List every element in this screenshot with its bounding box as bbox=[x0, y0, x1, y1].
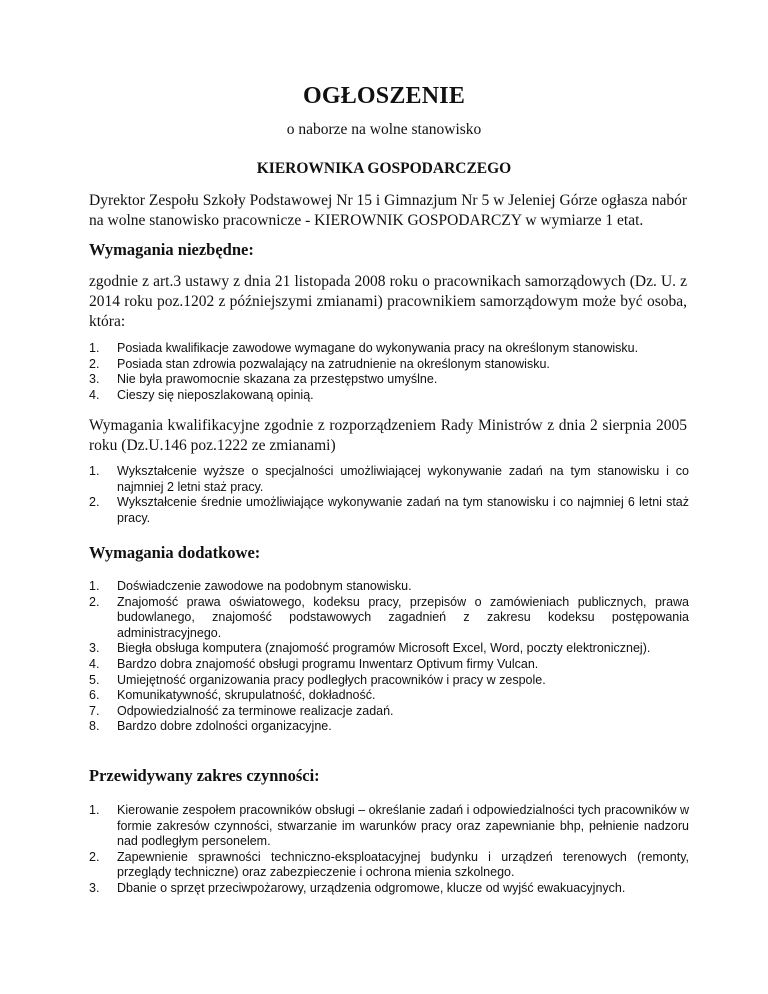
list-item: 6. Komunikatywność, skrupulatność, dokładność. bbox=[89, 688, 376, 703]
section-heading-required: Wymagania niezbędne: bbox=[89, 240, 254, 259]
list-item: 2. Wykształcenie średnie umożliwiające wykonywanie zadań na tym stanowisku i co najmniej 6 letni staż pracy. bbox=[89, 495, 689, 525]
list-item: 5. Umiejętność organizowania pracy podległych pracowników i pracy w zespole. bbox=[89, 672, 546, 687]
list-item: 2. Zapewnienie sprawności techniczno-eksploatacyjnej budynku i urządzeń terenowych (remonty, przeglądy techniczne) oraz zabezpieczenie i ochrona mienia szkolnego. bbox=[89, 849, 689, 880]
list-item: 7. Odpowiedzialność za terminowe realizacje zadań. bbox=[89, 703, 394, 718]
position-name: KIEROWNIKA GOSPODARCZEGO bbox=[256, 160, 512, 177]
list-item: 3. Nie była prawomocnie skazana za przestępstwo umyślne. bbox=[89, 372, 438, 387]
qualification-list bbox=[89, 464, 689, 526]
list-item: 1. Kierowanie zespołem pracowników obsługi – określanie zadań i odpowiedzialności tych pracowników w formie zakresów czynności, stwarzanie im warunków pracy oraz zapewnianie bhp, pełnienie nadzoru nad podległym personelem. bbox=[89, 803, 689, 849]
list-item: 3. Biegła obsługa komputera (znajomość programów Microsoft Excel, Word, poczty elektronicznej). bbox=[89, 641, 651, 656]
list-item: 1. Doświadczenie zawodowe na podobnym stanowisku. bbox=[89, 579, 412, 593]
additional-list bbox=[89, 579, 689, 735]
list-item: 1. Posiada kwalifikacje zawodowe wymagane do wykonywania pracy na określonym stanowisku. bbox=[89, 341, 639, 355]
required-list bbox=[89, 341, 689, 403]
intro-paragraph: Dyrektor Zespołu Szkoły Podstawowej Nr 15 i Gimnazjum Nr 5 w Jeleniej Górze ogłasza nabór na wolne stanowisko pracownicze - KIEROWNIK GOSPODARCZY w wymiarze 1 etat. bbox=[89, 192, 687, 229]
list-item: 3. Dbanie o sprzęt przeciwpożarowy, urządzenia odgromowe, klucze od wyjść ewakuacyjnych. bbox=[89, 880, 626, 895]
list-item: 1. Wykształcenie wyższe o specjalności umożliwiającej wykonywanie zadań na tym stanowisku i co najmniej 2 letni staż pracy. bbox=[89, 464, 689, 494]
section-heading-additional: Wymagania dodatkowe: bbox=[89, 543, 261, 562]
section-heading-duties: Przewidywany zakres czynności: bbox=[89, 766, 320, 785]
list-item: 4. Cieszy się nieposzlakowaną opinią. bbox=[89, 387, 314, 402]
duties-list bbox=[89, 803, 689, 897]
required-intro-paragraph: zgodnie z art.3 ustawy z dnia 21 listopada 2008 roku o pracownikach samorządowych (Dz. U. z 2014 roku poz.1202 z późniejszymi zmianami) pracownikiem samorządowym może być osoba, która: bbox=[89, 273, 687, 330]
document-title: OGŁOSZENIE bbox=[302, 83, 466, 109]
list-item: 2. Znajomość prawa oświatowego, kodeksu pracy, przepisów o zamówieniach publicznych, prawa budowlanego, znajomość podstawowych zagadnień z zakresu kodeksu postępowania administracyjnego. bbox=[89, 594, 689, 640]
qualification-paragraph: Wymagania kwalifikacyjne zgodnie z rozporządzeniem Rady Ministrów z dnia 2 sierpnia 2005 roku (Dz.U.146 poz.1222 ze zmianami) bbox=[89, 417, 687, 454]
list-item: 8. Bardzo dobre zdolności organizacyjne. bbox=[89, 719, 332, 734]
list-item: 4. Bardzo dobra znajomość obsługi programu Inwentarz Optivum firmy Vulcan. bbox=[89, 656, 539, 671]
document-subtitle: o naborze na wolne stanowisko bbox=[286, 121, 482, 138]
list-item: 2. Posiada stan zdrowia pozwalający na zatrudnienie na określonym stanowisku. bbox=[89, 356, 550, 371]
